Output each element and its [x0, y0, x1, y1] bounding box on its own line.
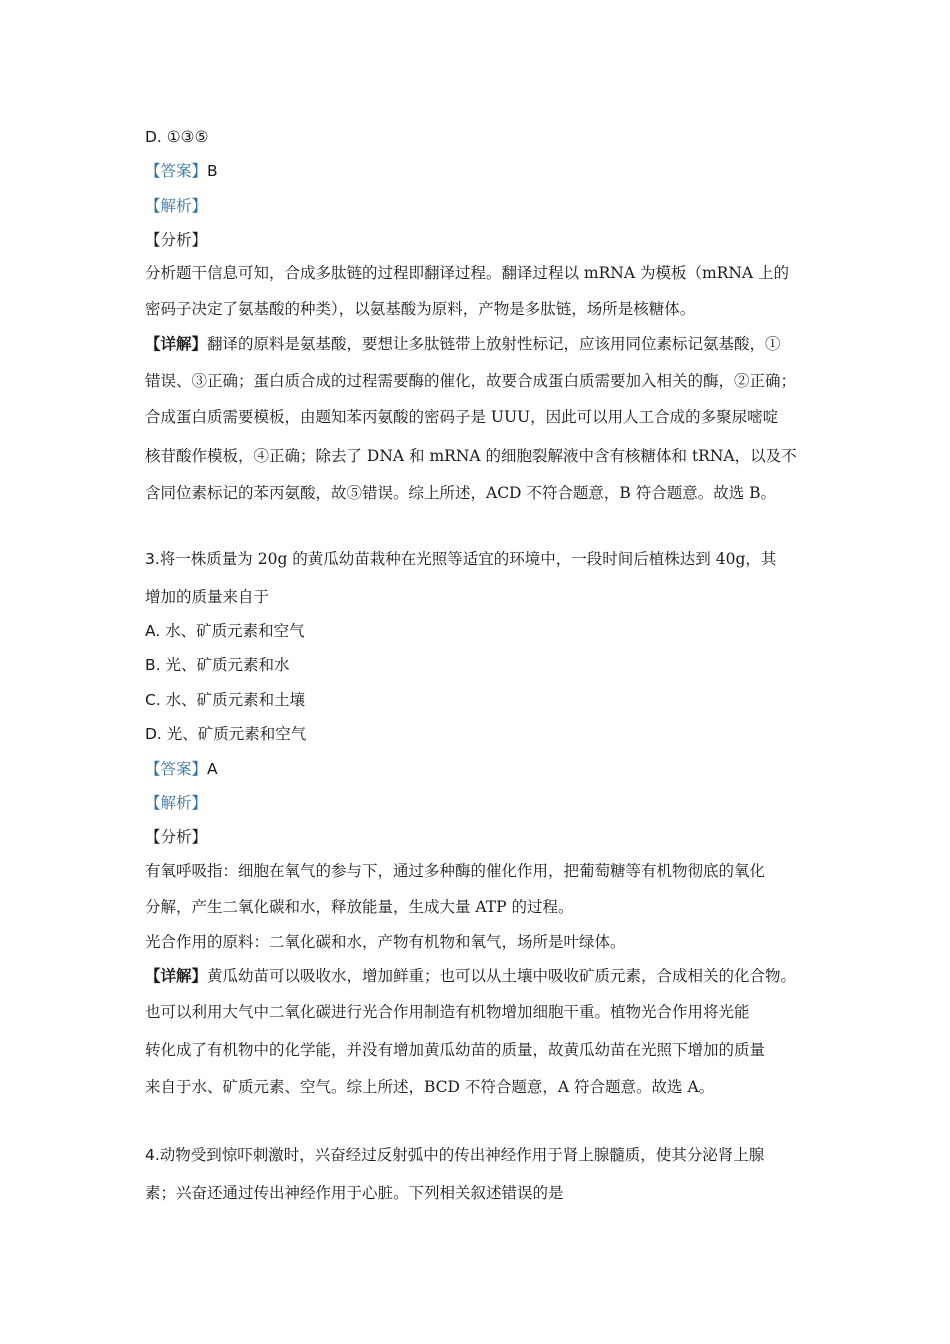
q2-detail-line-1: 【详解】翻译的原料是氨基酸，要想让多肽链带上放射性标记，应该用同位素标记氨基酸，① [145, 334, 781, 353]
q3-fenxi-line-1: 有氧呼吸指：细胞在氧气的参与下，通过多种酶的催化作用，把葡萄糖等有机物彻底的氧化 [145, 862, 766, 880]
q3-detail-line-1: 【详解】黄瓜幼苗可以吸收水，增加鲜重；也可以从土壤中吸收矿质元素，合成相关的化合物。 [145, 966, 797, 985]
q2-detail-line-3: 合成蛋白质需要模板，由题知苯丙氨酸的密码子是 UUU，因此可以用人工合成的多聚尿嘧啶 [145, 408, 779, 426]
question-number: 3. [145, 550, 160, 568]
q3-detail-line-2: 也可以利用大气中二氧化碳进行光合作用制造有机物增加细胞干重。植物光合作用将光能 [145, 1003, 750, 1021]
q2-fenxi-tag: 【分析】 [145, 231, 208, 249]
q3-option-d: D. 光、矿质元素和空气 [145, 725, 307, 743]
q2-analysis-tag: 【解析】 [145, 197, 208, 215]
q3-option-b: B. 光、矿质元素和水 [145, 656, 290, 674]
q3-answer [145, 759, 815, 779]
q3-stem-line-2: 增加的质量来自于 [145, 588, 270, 606]
answer-value: B [207, 162, 218, 180]
q2-detail-line-5: 含同位素标记的苯丙氨酸，故⑤错误。综上所述，ACD 不符合题意，B 符合题意。故选 B。 [145, 484, 777, 502]
q2-fenxi-line-1: 分析题干信息可知，合成多肽链的过程即翻译过程。翻译过程以 mRNA 为模板（mRNA 上的 [145, 264, 790, 282]
q3-option-a: A. 水、矿质元素和空气 [145, 622, 305, 640]
q2-option-d: D. ①③⑤ [145, 128, 209, 146]
q4-stem-line-1: 4.动物受到惊吓刺激时，兴奋经过反射弧中的传出神经作用于肾上腺髓质，使其分泌肾上腺 [145, 1146, 765, 1164]
q2-fenxi-line-2: 密码子决定了氨基酸的种类），以氨基酸为原料，产物是多肽链，场所是核糖体。 [145, 300, 696, 318]
q3-fenxi-line-3: 光合作用的原料：二氧化碳和水，产物有机物和氧气，场所是叶绿体。 [145, 933, 626, 951]
detail-tag: 【详解】 [145, 966, 208, 985]
q2-detail-line-4: 核苷酸作模板，④正确；除去了 DNA 和 mRNA 的细胞裂解液中含有核糖体和 tRNA，以及不 [145, 447, 797, 465]
q4-stem-line-2: 素；兴奋还通过传出神经作用于心脏。下列相关叙述错误的是 [145, 1184, 564, 1202]
q3-detail-line-3: 转化成了有机物中的化学能，并没有增加黄瓜幼苗的质量，故黄瓜幼苗在光照下增加的质量 [145, 1041, 766, 1059]
q3-detail-line-4: 来自于水、矿质元素、空气。综上所述，BCD 不符合题意，A 符合题意。故选 A。 [145, 1078, 715, 1096]
q2-answer [145, 161, 815, 181]
q3-fenxi-tag: 【分析】 [145, 828, 208, 846]
answer-value: A [207, 760, 218, 778]
q3-stem-line-1: 3.将一株质量为 20g 的黄瓜幼苗栽种在光照等适宜的环境中，一段时间后植株达到 40g，其 [145, 550, 777, 568]
q2-detail-line-2: 错误、③正确；蛋白质合成的过程需要酶的催化，故要合成蛋白质需要加入相关的酶，②正确； [145, 372, 797, 390]
q3-analysis-tag: 【解析】 [145, 794, 208, 812]
detail-tag: 【详解】 [145, 334, 208, 353]
answer-tag: 【答案】 [145, 760, 208, 778]
q3-fenxi-line-2: 分解，产生二氧化碳和水，释放能量，生成大量 ATP 的过程。 [145, 898, 574, 916]
question-number: 4. [145, 1146, 160, 1164]
answer-tag: 【答案】 [145, 162, 208, 180]
q3-option-c: C. 水、矿质元素和土壤 [145, 691, 306, 709]
